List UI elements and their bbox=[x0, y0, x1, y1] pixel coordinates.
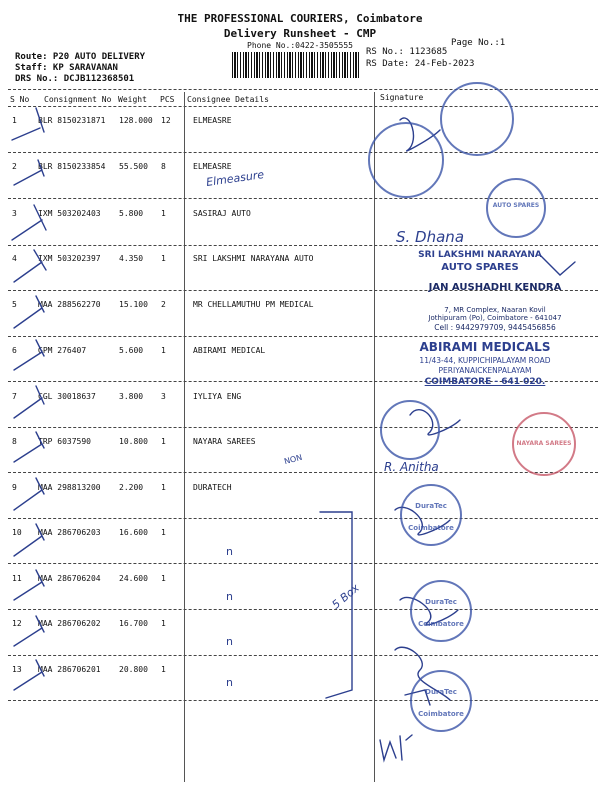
col-signature: Signature bbox=[380, 93, 424, 102]
stamp-duratec-top: DuraTec bbox=[425, 598, 457, 606]
round-stamp-auto-spares bbox=[486, 178, 546, 238]
col-consignee: Consignee Details bbox=[187, 95, 269, 104]
stamp-jan-aushadhi-name: JAN AUSHADHI KENDRA bbox=[428, 282, 562, 293]
handwritten-elmeasure: Elmeasure bbox=[205, 168, 265, 189]
row-consignment: IXM 503202397 bbox=[38, 254, 101, 263]
row-consignment: GPM 276407 bbox=[38, 346, 87, 355]
staff-label: Staff: KP SARAVANAN bbox=[15, 63, 118, 73]
stamp-jan-aushadhi-cell: Cell : 9442979709, 9445456856 bbox=[434, 323, 556, 332]
row-weight: 20.800 bbox=[119, 665, 148, 674]
row-consignment: MAA 286706202 bbox=[38, 619, 101, 628]
row-consignee: ELMEASRE bbox=[193, 116, 232, 125]
rs-number: RS No.: 1123685 bbox=[366, 47, 448, 57]
stamp-jan-aushadhi-addr2: Jothipuram (Po), Coimbatore - 641047 bbox=[428, 314, 562, 322]
round-stamp-duratec bbox=[400, 484, 462, 546]
row-weight: 5.800 bbox=[119, 209, 144, 218]
row-pcs: 1 bbox=[161, 483, 166, 492]
row-pcs: 1 bbox=[161, 209, 166, 218]
row-weight: 10.800 bbox=[119, 437, 148, 446]
stamp-duratec-bottom: Coimbatore bbox=[408, 524, 454, 532]
company-title: THE PROFESSIONAL COURIERS, Coimbatore bbox=[177, 12, 423, 25]
handwritten-5-box: 5 Box bbox=[329, 581, 362, 612]
col-weight: Weight bbox=[118, 95, 147, 104]
stamp-duratec-bottom: Coimbatore bbox=[418, 620, 464, 628]
row-consignee: IYLIYA ENG bbox=[193, 392, 242, 401]
row-weight: 15.100 bbox=[119, 300, 148, 309]
row-sno: 8 bbox=[12, 437, 17, 446]
stamp-duratec-top: DuraTec bbox=[415, 502, 447, 510]
row-sno: 7 bbox=[12, 392, 17, 401]
row-weight: 3.800 bbox=[119, 392, 144, 401]
row-sno: 5 bbox=[12, 300, 17, 309]
ditto-mark: n bbox=[226, 545, 233, 558]
row-weight: 2.200 bbox=[119, 483, 144, 492]
row-sno: 10 bbox=[12, 528, 22, 537]
ditto-mark: n bbox=[226, 676, 233, 689]
row-weight: 5.600 bbox=[119, 346, 144, 355]
row-sno: 11 bbox=[12, 574, 22, 583]
row-consignment: MAA 298813200 bbox=[38, 483, 101, 492]
row-pcs: 1 bbox=[161, 528, 166, 537]
row-sno: 6 bbox=[12, 346, 17, 355]
row-pcs: 1 bbox=[161, 254, 166, 263]
row-consignment: TRP 6037590 bbox=[38, 437, 91, 446]
handwritten-signature-anitha: R. Anitha bbox=[384, 460, 439, 474]
stamp-duratec-bottom: Coimbatore bbox=[418, 710, 464, 718]
col-sno: S No bbox=[10, 95, 30, 104]
row-pcs: 12 bbox=[161, 116, 171, 125]
stamp-sri-lakshmi-line1: SRI LAKSHMI NARAYANA bbox=[418, 250, 542, 260]
phone-number: Phone No.:0422-3505555 bbox=[247, 41, 353, 50]
round-stamp-nayara bbox=[512, 412, 576, 476]
row-consignee: ELMEASRE bbox=[193, 162, 232, 171]
row-pcs: 1 bbox=[161, 346, 166, 355]
row-weight: 55.500 bbox=[119, 162, 148, 171]
row-consignment: MAA 286706203 bbox=[38, 528, 101, 537]
row-weight: 16.600 bbox=[119, 528, 148, 537]
row-sno: 1 bbox=[12, 116, 17, 125]
page-number: Page No.:1 bbox=[451, 38, 506, 48]
row-consignment: CGL 30018637 bbox=[38, 392, 96, 401]
row-weight: 24.600 bbox=[119, 574, 148, 583]
row-pcs: 2 bbox=[161, 300, 166, 309]
row-pcs: 1 bbox=[161, 437, 166, 446]
row-weight: 128.000 bbox=[119, 116, 153, 125]
row-consignment: MAA 286706204 bbox=[38, 574, 101, 583]
row-sno: 2 bbox=[12, 162, 17, 171]
row-consignee: SRI LAKSHMI NARAYANA AUTO bbox=[193, 254, 314, 263]
row-consignee: DURATECH bbox=[193, 483, 232, 492]
stamp-text: NAYARA SAREES bbox=[516, 440, 572, 447]
stamp-abirami-name: ABIRAMI MEDICALS bbox=[419, 340, 551, 354]
row-consignment: BLR 8150233854 bbox=[38, 162, 106, 171]
row-weight: 16.700 bbox=[119, 619, 148, 628]
row-consignee: NAYARA SAREES bbox=[193, 437, 256, 446]
row-weight: 4.350 bbox=[119, 254, 144, 263]
round-stamp-cbe bbox=[380, 400, 440, 460]
row-pcs: 3 bbox=[161, 392, 166, 401]
row-sno: 3 bbox=[12, 209, 17, 218]
row-consignment: BLR 8150231871 bbox=[38, 116, 106, 125]
row-consignment: MAA 286706201 bbox=[38, 665, 101, 674]
col-pcs: PCS bbox=[160, 95, 175, 104]
col-consignment: Consignment No bbox=[44, 95, 112, 104]
row-pcs: 1 bbox=[161, 574, 166, 583]
row-consignee: SASIRAJ AUTO bbox=[193, 209, 251, 218]
row-consignment: IXM 503202403 bbox=[38, 209, 101, 218]
stamp-jan-aushadhi-addr1: 7, MR Complex, Naaran Kovil bbox=[444, 306, 546, 314]
ditto-mark: n bbox=[226, 590, 233, 603]
round-stamp-elmeasure-2 bbox=[368, 122, 444, 198]
round-stamp-duratec bbox=[410, 580, 472, 642]
row-sno: 4 bbox=[12, 254, 17, 263]
row-pcs: 8 bbox=[161, 162, 166, 171]
round-stamp-elmeasure bbox=[440, 82, 514, 156]
row-consignee: MR CHELLAMUTHU PM MEDICAL bbox=[193, 300, 314, 309]
stamp-text: AUTO SPARES bbox=[492, 202, 540, 209]
stamp-sri-lakshmi-line2: AUTO SPARES bbox=[441, 262, 519, 273]
stamp-duratec-top: DuraTec bbox=[425, 688, 457, 696]
row-pcs: 1 bbox=[161, 619, 166, 628]
row-sno: 13 bbox=[12, 665, 22, 674]
runsheet-title: Delivery Runsheet - CMP bbox=[223, 27, 377, 40]
row-consignment: MAA 288562270 bbox=[38, 300, 101, 309]
row-sno: 9 bbox=[12, 483, 17, 492]
row-consignee: ABIRAMI MEDICAL bbox=[193, 346, 266, 355]
stamp-abirami-addr1: 11/43-44, KUPPICHIPALAYAM ROAD bbox=[419, 356, 551, 365]
rs-date: RS Date: 24-Feb-2023 bbox=[366, 59, 475, 69]
round-stamp-duratec bbox=[410, 670, 472, 732]
drs-number: DRS No.: DCJB112368501 bbox=[15, 74, 135, 84]
handwritten-non: NON bbox=[283, 452, 304, 467]
row-pcs: 1 bbox=[161, 665, 166, 674]
stamp-abirami-addr2: PERIYANAICKENPALAYAM bbox=[438, 366, 532, 375]
route-label: Route: P20 AUTO DELIVERY bbox=[15, 52, 146, 62]
stamp-abirami-city: COIMBATORE - 641 020. bbox=[424, 377, 546, 387]
handwritten-signature-dhana: S. Dhana bbox=[396, 228, 465, 246]
row-sno: 12 bbox=[12, 619, 22, 628]
ditto-mark: n bbox=[226, 635, 233, 648]
